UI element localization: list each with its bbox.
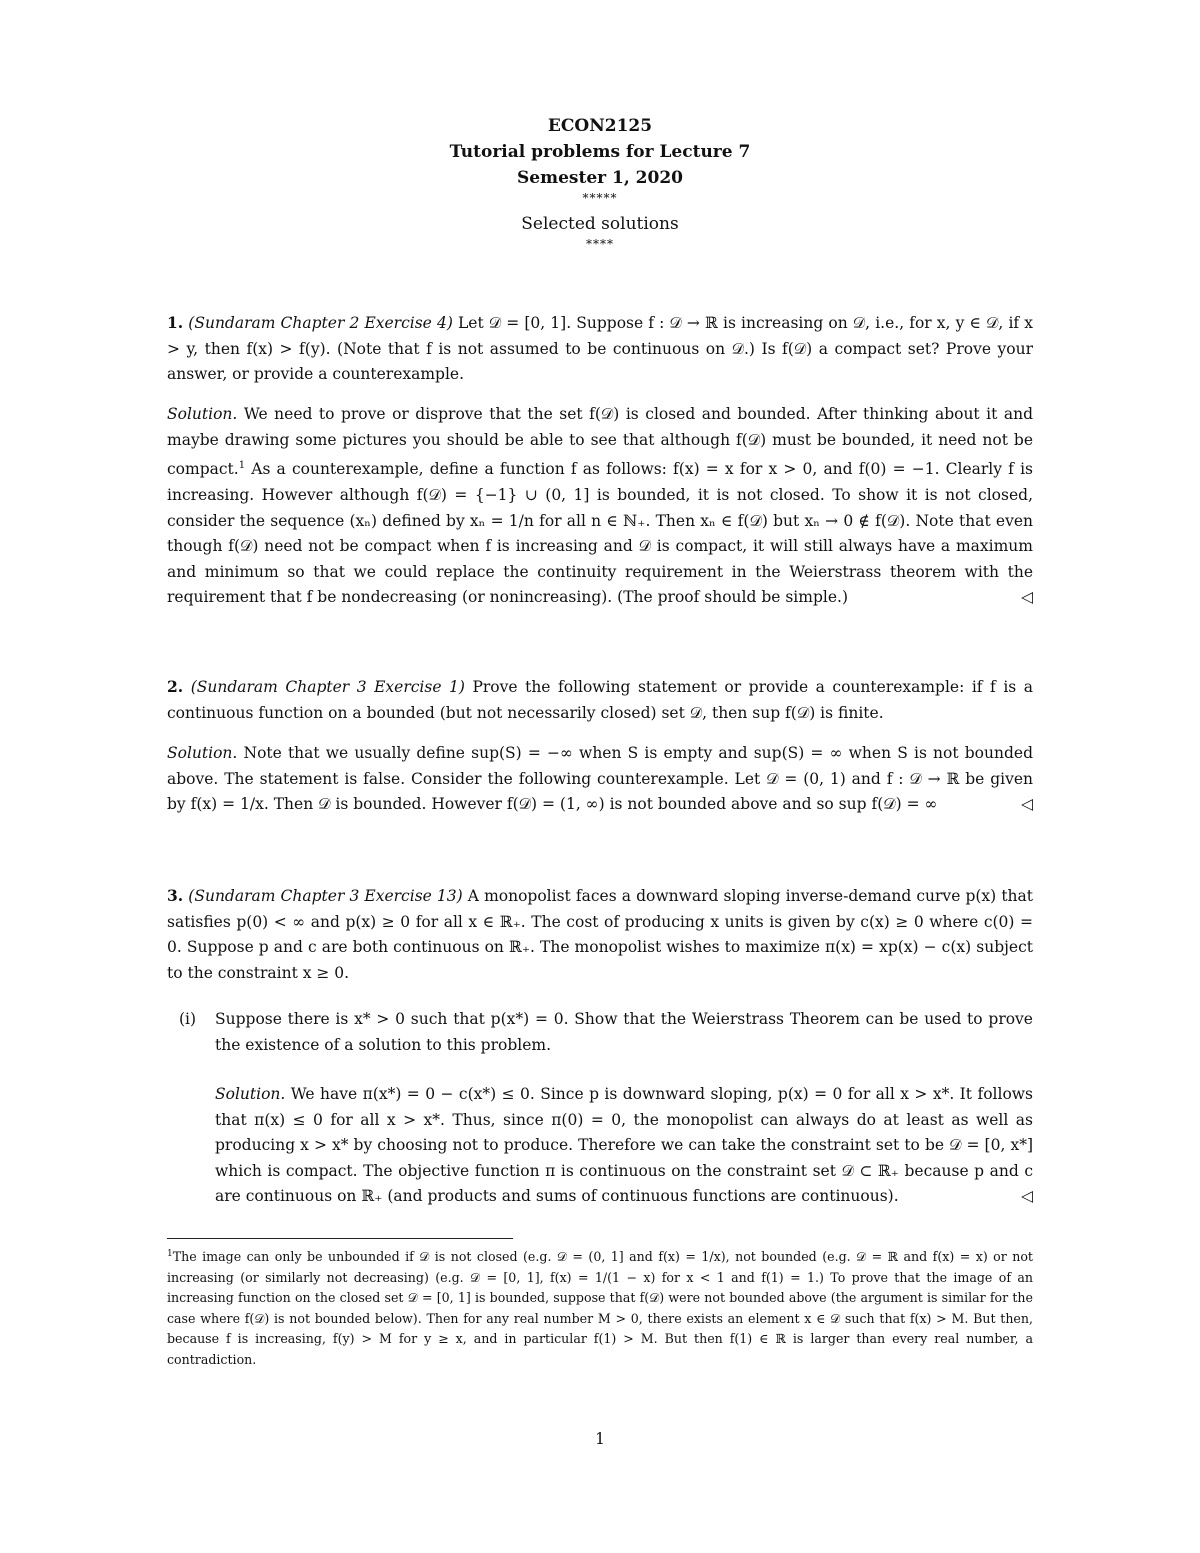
problem-source: (Sundaram Chapter 2 Exercise 4)	[188, 314, 453, 332]
problem-number: 2.	[167, 677, 184, 696]
problem-number: 1.	[167, 313, 184, 332]
problem-3-part-i	[179, 1007, 1033, 1058]
solution-text: We need to prove or disprove that the set f(𝒟) is closed and bounded. After thinking about it and maybe drawing some pictures you should be able to see that although f(𝒟) must be bounded, it need not be compact.	[167, 405, 1033, 479]
part-marker: (i)	[179, 1010, 197, 1028]
page-number: 1	[595, 1430, 605, 1448]
footnote-reference: 1	[238, 460, 246, 472]
qed-mark: ◁	[1021, 795, 1033, 814]
solution-label: Solution.	[215, 1085, 286, 1103]
problem-3-part-i-solution	[215, 1082, 1033, 1210]
solution-label: Solution.	[167, 744, 238, 762]
stars-divider-bottom: ****	[586, 237, 614, 251]
problem-1-solution	[167, 402, 1033, 611]
problem-2-solution	[167, 741, 1033, 818]
problem-source: (Sundaram Chapter 3 Exercise 1)	[190, 678, 465, 696]
footnote-mark: 1	[167, 1249, 173, 1259]
footnote-text: The image can only be unbounded if 𝒟 is not closed (e.g. 𝒟 = (0, 1] and f(x) = 1/x), not bounded (e.g. 𝒟 = ℝ and f(x) = x) or not increasing (or similarly not decreasing) (e.g. 𝒟 = [0, 1], f(x) = 1/(1 − x) for x < 1 and f(1) = 1.) To prove that the image of an increasing function on the closed set 𝒟 = [0, 1] is bounded, suppose that f(𝒟) were not bounded above (the argument is similar for the case where f(𝒟) is not bounded below). Then for any real number M > 0, there exists an element x ∈ 𝒟 such that f(x) > M. But then, because f is increasing, f(y) > M for y ≥ x, and in particular f(1) > M. But then f(1) ∈ ℝ is larger than every real number, a contradiction.	[167, 1249, 1033, 1367]
course-code: ECON2125	[547, 116, 653, 136]
document-subtitle: Selected solutions	[521, 214, 679, 234]
problem-3-statement	[167, 883, 1033, 986]
stars-divider-top: *****	[582, 191, 618, 205]
document-header	[167, 113, 1033, 251]
solution-text: We have π(x*) = 0 − c(x*) ≤ 0. Since p is downward sloping, p(x) = 0 for all x > x*. It follows that π(x) ≤ 0 for all x > x*. Thus, since π(0) = 0, the monopolist can always do at least as well as producing x > x* by choosing not to produce. Therefore we can take the constraint set to be 𝒟 = [0, x*] which is compact. The objective function π is continuous on the constraint set 𝒟 ⊂ ℝ₊ because p and c are continuous on ℝ₊ (and products and sums of continuous functions are continuous).	[215, 1085, 1033, 1206]
problem-number: 3.	[167, 886, 184, 905]
solution-text: Note that we usually define sup(S) = −∞ when S is empty and sup(S) = ∞ when S is not bounded above. The statement is false. Consider the following counterexample. Let 𝒟 = (0, 1) and f : 𝒟 → ℝ be given by f(x) = 1/x. Then 𝒟 is bounded. However f(𝒟) = (1, ∞) is not bounded above and so sup f(𝒟) = ∞	[167, 744, 1033, 814]
part-text: Suppose there is x* > 0 such that p(x*) = 0. Show that the Weierstrass Theorem can be used to prove the existence of a solution to this problem.	[215, 1010, 1033, 1054]
qed-mark: ◁	[1021, 588, 1033, 607]
problem-text: Let 𝒟 = [0, 1]. Suppose f : 𝒟 → ℝ is increasing on 𝒟, i.e., for x, y ∈ 𝒟, if x > y, then f(x) > f(y). (Note that f is not assumed to be continuous on 𝒟.) Is f(𝒟) a compact set? Prove your answer, or provide a counterexample.	[167, 314, 1033, 384]
document-title: Tutorial problems for Lecture 7	[449, 142, 751, 162]
problem-2-statement	[167, 674, 1033, 726]
solution-text: As a counterexample, define a function f as follows: f(x) = x for x > 0, and f(0) = −1. Clearly f is increasing. However although f(𝒟) = {−1} ∪ (0, 1] is bounded, it is not closed. To show it is not closed, consider the sequence (xₙ) defined by xₙ = 1/n for all n ∈ ℕ₊. Then xₙ ∈ f(𝒟) but xₙ → 0 ∉ f(𝒟). Note that even though f(𝒟) need not be compact when f is increasing and 𝒟 is compact, it will still always have a maximum and minimum so that we could replace the continuity requirement in the Weierstrass theorem with the requirement that f be nondecreasing (or nonincreasing). (The proof should be simple.)	[167, 460, 1033, 607]
problem-text: A monopolist faces a downward sloping inverse-demand curve p(x) that satisfies p(0) < ∞ and p(x) ≥ 0 for all x ∈ ℝ₊. The cost of producing x units is given by c(x) ≥ 0 where c(0) = 0. Suppose p and c are both continuous on ℝ₊. The monopolist wishes to maximize π(x) = xp(x) − c(x) subject to the constraint x ≥ 0.	[167, 887, 1033, 982]
semester-line: Semester 1, 2020	[517, 168, 683, 188]
solution-label: Solution.	[167, 405, 238, 423]
problem-1-statement	[167, 310, 1033, 388]
problem-text: Prove the following statement or provide a counterexample: if f is a continuous function on a bounded (but not necessarily closed) set 𝒟, then sup f(𝒟) is finite.	[167, 678, 1033, 722]
document-page	[167, 0, 1033, 1553]
footnote	[167, 1244, 1033, 1370]
qed-mark: ◁	[1021, 1187, 1033, 1206]
problem-source: (Sundaram Chapter 3 Exercise 13)	[188, 887, 463, 905]
footnote-rule	[167, 1238, 513, 1239]
